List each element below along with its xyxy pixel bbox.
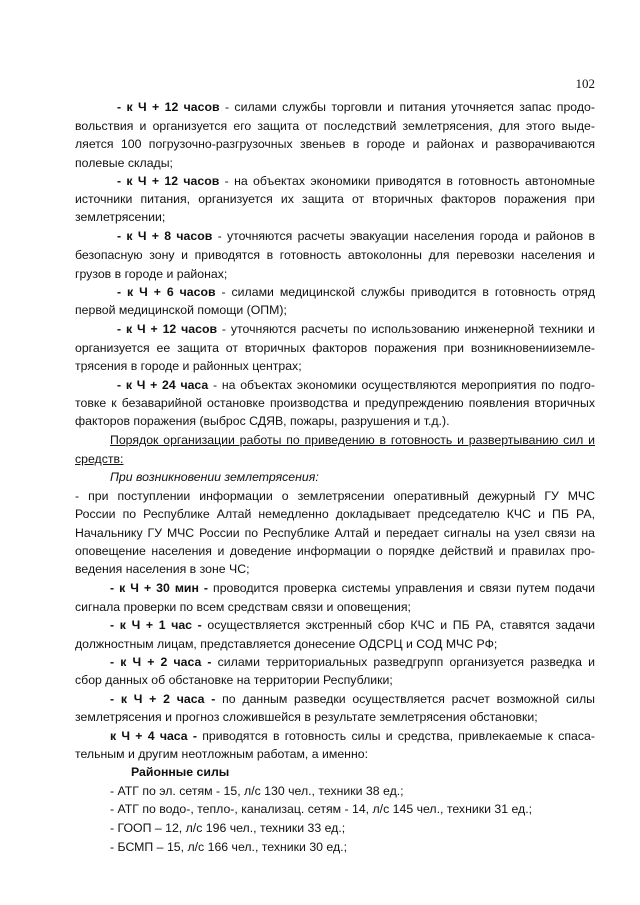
text-line <box>75 191 595 208</box>
text-line <box>75 506 595 523</box>
line-text: приводятся в готовность силы и средства, привлекаемые к спаса- <box>196 729 595 743</box>
text-line <box>75 358 595 375</box>
bold-lead: - к Ч + 2 часа - <box>110 692 216 706</box>
text-line <box>75 209 595 226</box>
text-line <box>75 636 595 653</box>
text-line <box>75 395 595 412</box>
line-text: России по Республике Алтай немедленно докладывает председателю КЧС и ПБ РА, <box>75 507 595 521</box>
text-line <box>75 617 595 634</box>
line-text: осуществляется экстренный сбор КЧС и ПБ РА, ставятся задачи <box>201 618 595 632</box>
text-line <box>75 672 595 689</box>
line-text: сбор данных об обстановке на территории Республики; <box>75 673 393 687</box>
line-text: - ГООП – 12, л/с 196 чел., техники 33 ед.; <box>110 821 346 835</box>
bold-lead: - к Ч + 1 час - <box>110 618 202 632</box>
line-text: трясения в городе и районных центрах; <box>75 359 302 373</box>
line-text: товке к безаварийной остановке производства и предупреждению появления вторичных <box>75 396 595 410</box>
line-text: ведения населения в зоне ЧС; <box>75 562 250 576</box>
text-line <box>75 764 595 781</box>
text-line <box>75 561 595 578</box>
line-text: - уточняются расчеты по использованию инженерной техники и <box>217 322 595 336</box>
line-text: должностным лицам, представляется донесение ОДСРЦ и СОД МЧС РФ; <box>75 637 498 651</box>
line-text: вольствия и организуется его защита от последствий землетрясения, для этого выде- <box>75 119 595 133</box>
bold-lead: - к Ч + 12 часов <box>117 322 218 336</box>
line-text: оповещение населения и доведение информации о порядке действий и правилах про- <box>75 544 595 558</box>
line-text: - АТГ по водо-, тепло-, канализац. сетям - 14, л/с 145 чел., техники 31 ед.; <box>110 802 533 816</box>
text-line <box>75 284 595 301</box>
text-line <box>75 525 595 542</box>
line-text: Начальнику ГУ МЧС России по Республике Алтай и передает сигналы на узел связи на <box>75 526 595 540</box>
line-text: по данным разведки осуществляется расчет возможной силы <box>215 692 595 706</box>
text-line <box>75 580 595 597</box>
text-line <box>75 488 595 505</box>
text-line <box>75 136 595 153</box>
line-text: первой медицинской помощи (ОПМ); <box>75 303 287 317</box>
text-line <box>75 820 595 837</box>
line-text: - на объектах экономики приводятся в готовность автономные <box>219 174 595 188</box>
bold-lead: - к Ч + 6 часов <box>117 285 216 299</box>
line-text: проводится проверка системы управления и связи путем подачи <box>208 581 595 595</box>
line-text: землетрясении; <box>75 210 166 224</box>
line-text: безопасную зону и приводятся в готовность автоколонны для перевозки населения и <box>75 248 595 262</box>
text-line <box>75 432 595 449</box>
line-text: - БСМП – 15, л/с 166 чел., техники 30 ед.; <box>110 840 348 854</box>
text-line <box>75 340 595 357</box>
line-text: - АТГ по эл. сетям - 15, л/с 130 чел., техники 38 ед.; <box>110 784 404 798</box>
text-line <box>75 321 595 338</box>
text-line <box>75 728 595 745</box>
line-text: - силами службы торговли и питания уточняется запас продо- <box>219 100 595 114</box>
line-text: - на объектах экономики осуществляются мероприятия по подго- <box>208 378 595 392</box>
line-text: - силами медицинской службы приводится в готовность отряд <box>215 285 595 299</box>
bold-lead: - к Ч + 24 часа <box>117 378 209 392</box>
underlined-heading: Порядок организации работы по приведению в готовность и развертыванию сил и <box>110 433 595 447</box>
text-line <box>75 599 595 616</box>
text-line <box>75 377 595 394</box>
text-line <box>75 302 595 319</box>
line-text: землетрясения и прогноз сложившейся в результате землетрясения обстановки; <box>75 710 538 724</box>
bold-lead: - к Ч + 30 мин - <box>110 581 209 595</box>
text-line <box>75 709 595 726</box>
bold-lead: - к Ч + 2 часа - <box>110 655 212 669</box>
text-line <box>75 413 595 430</box>
bold-lead: к Ч + 4 часа - <box>110 729 197 743</box>
line-text: силами территориальных разведгрупп организуется разведка и <box>211 655 595 669</box>
text-line <box>75 783 595 800</box>
bold-lead: - к Ч + 8 часов <box>117 229 213 243</box>
text-line <box>75 654 595 671</box>
bold-lead: Районные силы <box>131 765 230 779</box>
text-line <box>75 801 595 818</box>
text-line <box>75 118 595 135</box>
text-line <box>75 228 595 245</box>
text-line <box>75 99 595 116</box>
page-number: 102 <box>575 76 595 91</box>
line-text: факторов поражения (выброс СДЯВ, пожары, разрушения и т.д.). <box>75 414 450 428</box>
text-line <box>75 543 595 560</box>
text-line <box>75 247 595 264</box>
text-line <box>75 173 595 190</box>
line-text: - при поступлении информации о землетрясении оперативный дежурный ГУ МЧС <box>75 489 595 503</box>
line-text: тельным и другим неотложным работам, а именно: <box>75 747 369 761</box>
line-text: организуется ее защита от вторичных факторов поражения при возникновенииземле- <box>75 341 595 355</box>
underlined-heading: средств: <box>75 452 124 466</box>
bold-lead: - к Ч + 12 часов <box>117 100 220 114</box>
text-line <box>75 451 595 468</box>
text-line <box>75 691 595 708</box>
line-text: источники питания, организуется их защита от вторичных факторов поражения при <box>75 192 595 206</box>
bold-lead: - к Ч + 12 часов <box>117 174 220 188</box>
line-text: полевые склады; <box>75 156 173 170</box>
text-line <box>75 839 595 856</box>
line-text: грузов в городе и районах; <box>75 267 228 281</box>
line-text: сигнала проверки по всем средствам связи и оповещения; <box>75 600 411 614</box>
text-line <box>75 266 595 283</box>
line-text: - уточняются расчеты эвакуации населения города и районов в <box>212 229 595 243</box>
text-line <box>75 469 595 486</box>
text-line <box>75 155 595 172</box>
text-line <box>75 746 595 763</box>
italic-subheading: При возникновении землетрясения: <box>110 470 319 484</box>
line-text: ляется 100 погрузочно-разгрузочных звеньев в городе и районах и разворачиваются <box>75 137 595 151</box>
